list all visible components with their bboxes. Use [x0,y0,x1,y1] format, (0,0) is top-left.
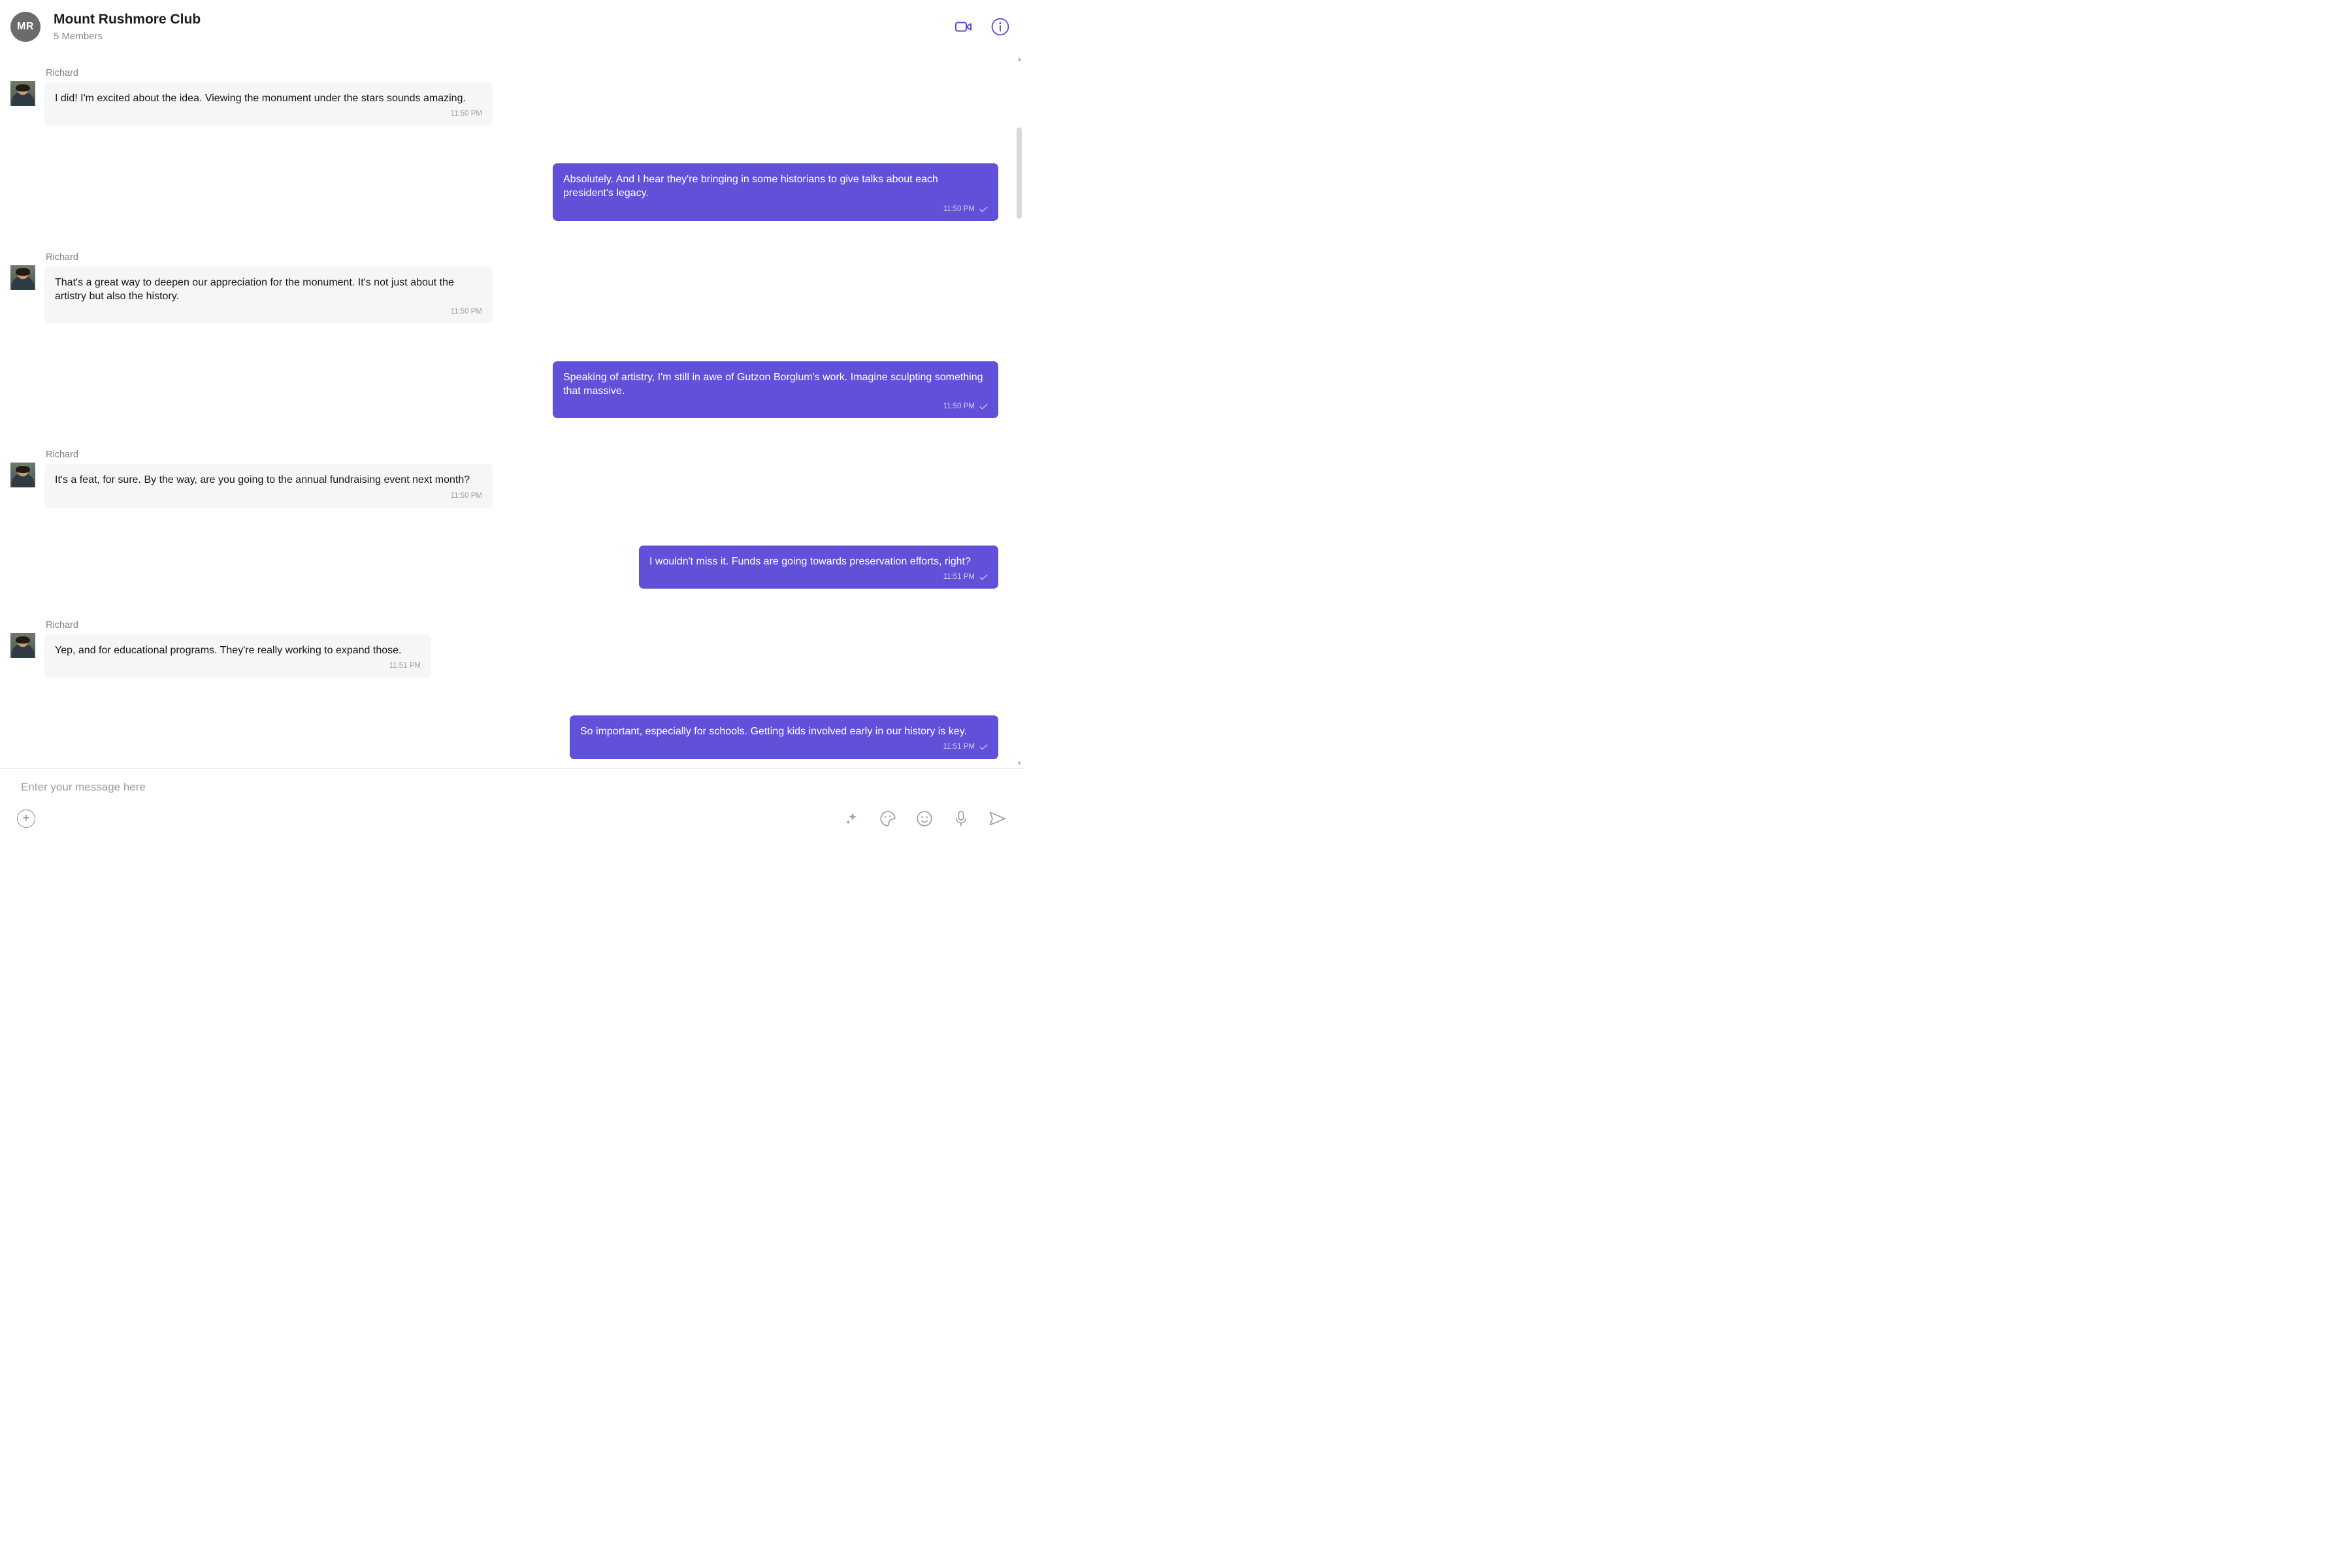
scroll-down-arrow-icon[interactable]: ▼ [1017,759,1022,766]
message-text: I did! I'm excited about the idea. Viewing the monument under the stars sounds amazing. [55,93,466,104]
send-icon[interactable] [988,809,1007,828]
avatar [10,81,35,106]
message-row [10,546,998,589]
read-check-icon [979,404,988,410]
message-bubble[interactable] [553,163,998,220]
message-time: 11:50 PM [943,402,975,411]
scroll-up-arrow-icon[interactable]: ▲ [1017,56,1022,62]
header-text [54,11,201,41]
message-text: Absolutely. And I hear they're bringing in some historians to give talks about each president's legacy. [563,174,938,199]
message-meta [55,491,482,501]
message-text: I wouldn't miss it. Funds are going towards preservation efforts, right? [649,555,971,567]
message-meta [55,109,482,119]
composer-toolbar [14,809,1010,830]
plus-circle-icon[interactable]: + [17,809,35,828]
message-in [10,620,431,678]
message-text: Yep, and for educational programs. They're really working to expand those. [55,645,402,657]
message-time: 11:50 PM [450,491,482,500]
message-meta [55,307,482,317]
message-time: 11:51 PM [943,743,975,751]
message-meta [563,402,988,412]
header-actions [954,17,1010,37]
page-title: Mount Rushmore Club [54,12,201,27]
message-text: That's a great way to deepen our appreciation for the monument. It's not just about the artistry but also the history. [55,276,454,302]
scrollbar-thumb[interactable] [1017,127,1022,219]
info-circle-icon[interactable] [990,17,1010,37]
message-in [10,252,493,323]
message-meta [55,661,421,671]
sparkle-icon[interactable] [841,809,861,828]
message-sender: Richard [46,252,78,263]
message-time: 11:50 PM [450,307,482,316]
message-bubble[interactable] [553,361,998,418]
message-row [10,715,998,759]
avatar [10,265,35,290]
emoji-icon[interactable] [915,809,934,828]
message-sender: Richard [46,620,78,631]
message-row [10,163,998,220]
message-row [10,449,998,507]
message-meta [649,572,988,582]
member-count: 5 Members [54,30,103,42]
message-row [10,620,998,678]
message-row [10,68,998,125]
message-in [10,68,493,125]
microphone-icon[interactable] [951,809,971,828]
message-time: 11:50 PM [450,110,482,118]
message-text: Speaking of artistry, I'm still in awe of Gutzon Borglum's work. Imagine sculpting something that massive. [563,372,983,397]
message-sender: Richard [46,449,78,461]
conversation-area [0,54,1024,768]
group-avatar-initials: MR [17,20,34,32]
message-in [10,449,493,507]
chat-app [0,0,1024,826]
avatar [10,463,35,487]
message-bubble[interactable] [44,82,493,125]
message-time: 11:50 PM [943,204,975,213]
message-meta [563,204,988,214]
message-bubble[interactable] [570,715,998,759]
conversation-scrollbar[interactable] [1017,56,1022,766]
sticker-icon[interactable] [878,809,898,828]
chat-header [0,0,1024,54]
read-check-icon [979,206,988,212]
message-text: It's a feat, for sure. By the way, are you going to the annual fundraising event next month? [55,474,470,486]
video-camera-icon[interactable] [954,17,973,37]
message-time: 11:51 PM [389,662,421,670]
message-bubble[interactable] [44,267,493,323]
message-input[interactable] [14,778,1010,796]
message-list [0,54,1024,768]
message-bubble[interactable] [639,546,998,589]
avatar [10,633,35,658]
message-text: So important, especially for schools. Getting kids involved early in our history is key. [580,726,967,738]
message-bubble[interactable] [44,464,493,507]
message-sender: Richard [46,68,78,78]
message-meta [580,742,988,752]
message-composer [0,768,1024,836]
message-time: 11:51 PM [943,572,975,581]
group-avatar[interactable] [10,12,41,42]
message-bubble[interactable] [44,634,431,678]
message-row [10,252,998,323]
read-check-icon [979,574,988,580]
read-check-icon [979,744,988,750]
message-row [10,361,998,418]
composer-actions [841,809,1007,828]
